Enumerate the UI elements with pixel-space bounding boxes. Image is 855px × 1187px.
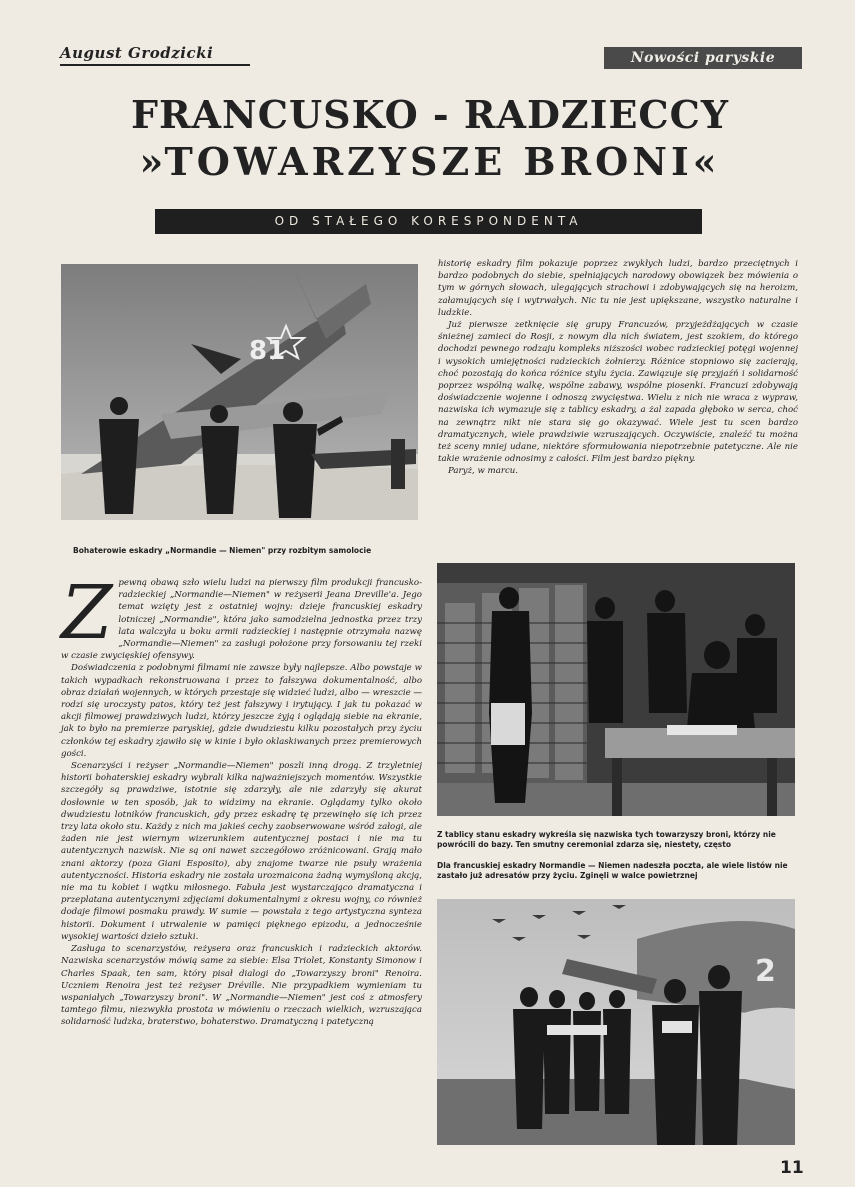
section-tag: Nowości paryskie xyxy=(604,47,802,69)
article-paragraph: historię eskadry film pokazuje poprzez zwykłych ludzi, bardzo przeciętnych i bardzo podobnych do siebie, spełniających narodowy obowiązek bez mówienia o tym w górnych słowach, ulegających strachowi i zdobywających się na heroizm, załamujących się i wytrwałych. Nic tu nie jest upiększane, wszystko naturalne i ludzkie. xyxy=(438,259,798,318)
photo-1-caption: Bohaterowie eskadry „Normandie — Niemen" przy rozbitym samolocie xyxy=(73,546,372,555)
article-paragraph: Zasługa to scenarzystów, reżysera oraz francuskich i radzieckich aktorów. Nazwiska scenarzystów mówią same za siebie: Elsa Triolet, Konstanty Simonow i Charles Spaak, ten sam, który pisał dialogi do „Towarzyszy broni" Renoira. Uczniem Renoira jest też reżyser Dréville. Nie przypadkiem wymieniam tu wspaniałych „Towarzyszy broni". W „Normandie—Niemen" jest coś z atmosfery tamtego filmu, niezwykła prostota w mówieniu o rzeczach wielkich, wzruszająca solidarność ludzka, braterstwo, bohaterstwo. Dramatyczną i patetyczną xyxy=(61,944,422,1028)
plane-number-2: 2 xyxy=(755,954,776,989)
drop-cap: Z xyxy=(61,570,113,656)
article-paragraph xyxy=(61,570,422,662)
article-dateline: Paryż, w marcu. xyxy=(448,466,519,477)
photo-squadron-board xyxy=(437,563,795,816)
headline-line-1: FRANCUSKO - RADZIECCY xyxy=(130,92,730,137)
photo-mail-delivery xyxy=(437,899,795,1145)
headline-line-2: »TOWARZYSZE BRONI« xyxy=(139,139,721,184)
article-right-column xyxy=(438,258,798,478)
paragraph-text: pewną obawą szło wielu ludzi na pierwszy film produkcji francusko-radzieckiej „Normandie—Niemen" w reżyserii Jeana Dreville'a. Jego temat wzięty jest z ostatniej wojny: dzieje francuskiej eskadry lotniczej „Normandie", która jako samodzielna jednostka przez trzy lata walczyła u boku armii radzieckiej i następnie otrzymała nazwę „Normandie—Niemen" za zasługi położone przy forsowaniu tej rzeki w czasie zwycięskiej ofensywy. xyxy=(61,578,422,662)
photo-crashed-plane xyxy=(61,264,418,520)
article-paragraph: Już pierwsze zetknięcie się grupy Francuzów, przyjeżdżających w czasie śnieżnej zamieci do Rosji, z nowym dla nich światem, jest szokiem, do którego dochodzi pewnego rodzaju kompleks niższości wobec radzieckiej potęgi wojennej i wysokich umiejętności radzieckich żołnierzy. Różnice stopniowo się zacierają, choć pozostają do końca różnice stylu życia. Zawiązuje się przyjaźń i solidarność poprzez wspólną walkę, wspólne zabawy, wspólne piosenki. Francuzi zdobywają doświadczenie wojenne i odnoszą zwycięstwa. Wielu z nich nie wraca z wypraw, nazwiska ich wymazuje się z tablicy eskadry, a żal zapada głęboko w serca, choć na zewnątrz nikt nie stara się go okazywać. Wiele jest tu scen bardzo dramatycznych, wiele prawdziwie wzruszających. Oczywiście, znaleźć tu można też sceny mniej udane, niektóre sformułowania niepotrzebnie patetyczne. Ale nie takie wrażenie odnosimy z całości. Film jest bardzo piękny. xyxy=(438,320,798,465)
plane-number-81: 81 xyxy=(249,336,286,366)
subheading-bar: OD STAŁEGO KORESPONDENTA xyxy=(155,209,702,234)
photo-2-caption: Z tablicy stanu eskadry wykreśla się nazwiska tych towarzyszy broni, którzy nie powrócili do bazy. Ten smutny ceremonial zdarza się, niestety, często xyxy=(437,830,776,849)
article-paragraph: Doświadczenia z podobnymi filmami nie zawsze były najlepsze. Albo powstaje w takich wypadkach rekonstruowana i przez to fałszywa dokumentalność, albo obraz działań wojennych, w których przestaje się widzieć ludzi, albo — wreszcie — rodzi się uroczysty patos, który też jest fałszywy i irytujący. I jak tu pokazać w akcji filmowej prawdziwych ludzi, którzy jeszcze żyją i oglądają siebie na ekranie, jak to było na premierze paryskiej, gdzie dwudziestu kilku pozostałych przy życiu członków tej eskadry zjawiło się w kinie i było oklaskiwanych przez premierowych gości. xyxy=(61,663,422,759)
page-number: 11 xyxy=(780,1158,804,1178)
article-left-column xyxy=(61,570,422,1029)
author-byline: August Grodzicki xyxy=(60,44,250,66)
photo-3-caption: Dla francuskiej eskadry Normandie — Niemen nadeszła poczta, ale wiele listów nie zastało już adresatów przy życiu. Zginęli w walce powietrznej xyxy=(437,861,788,880)
headline xyxy=(100,92,760,186)
article-paragraph: Scenarzyści i reżyser „Normandie—Niemen" poszli inną drogą. Z trzyletniej historii bohaterskiej eskadry wybrali kilka najważniejszych momentów. Wszystkie szczegóły są prawdziwe, istotnie się zdarzyły, ale nie zdarzyły się akurat dosłownie w ten sposób, jak to widzimy na ekranie. Oglądamy tylko około dwudziestu lotników francuskich, gdy przez eskadrę tę przewinęło się ich przez trzy lata około stu. Każdy z nich ma jakieś cechy zaobserwowane wśród załogi, ale żaden nie jest wiernym wizerunkiem autentycznej postaci i nie ma tu autentycznych nazwisk. Nie są oni nawet szczegółowo zróżnicowani. Grają mało znani aktorzy (poza Giani Esposito), aby znajome twarze nie psuły wrażenia autentyczności. Historia eskadry nie została urozmaicona żadną wymyśloną akcją, nie ma tu kobiet i wątku miłosnego. Fabuła jest wystarczająco dramatyczna i przeplatana autentycznymi zdjęciami dokumentalnymi z okresu wojny, co również dodaje filmowi posmaku prawdy. W sumie — powstała z tego artystyczna synteza historii. Dokument i utrwalenie w pamięci pięknego epizodu, a jednocześnie wysokiej wartości dzieło sztuki. xyxy=(61,761,422,942)
